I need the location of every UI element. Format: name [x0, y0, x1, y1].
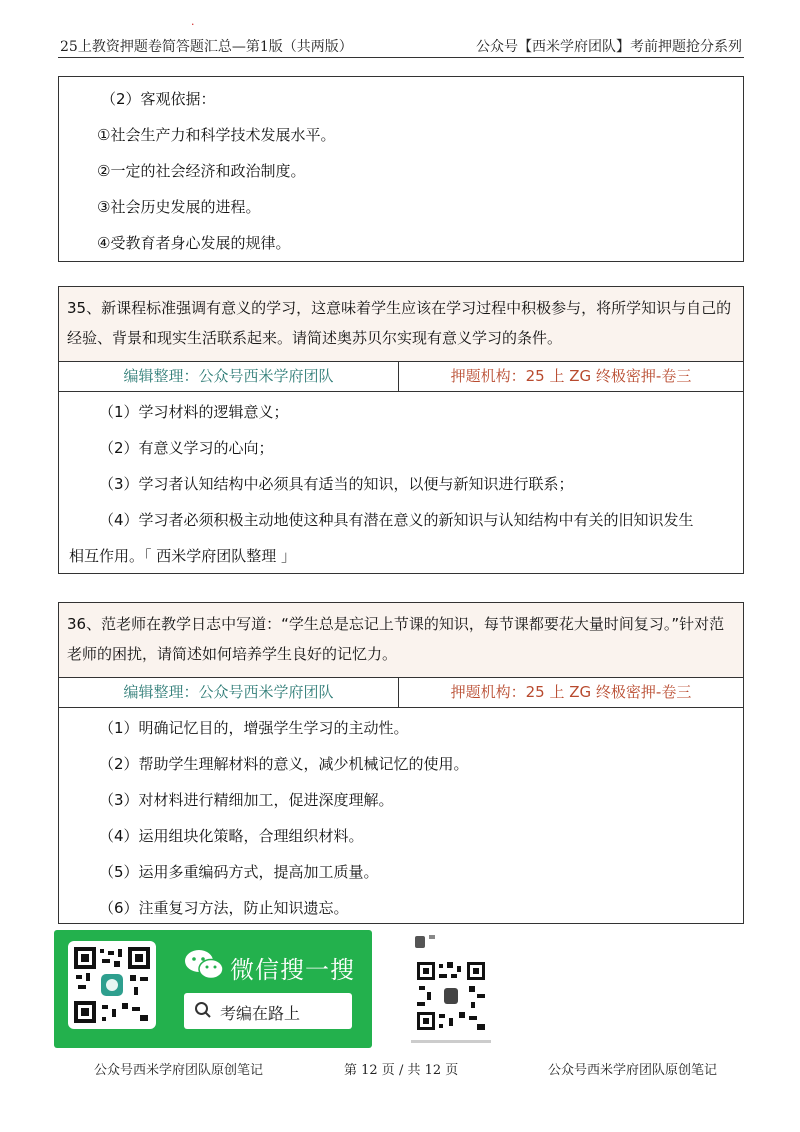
- answer-line: （2）帮助学生理解材料的意义，减少机械记忆的使用。: [99, 755, 469, 773]
- question-36-block: [58, 602, 744, 924]
- source-credit: 押题机构：25 上 ZG 终极密押-卷三: [450, 683, 692, 701]
- page-header: [58, 18, 744, 58]
- source-credit: 押题机构：25 上 ZG 终极密押-卷三: [450, 367, 692, 385]
- answer-line: （4）学习者必须积极主动地使这种具有潜在意义的新知识与认知结构中有关的旧知识发生: [99, 511, 694, 529]
- answer-line: （1）学习材料的逻辑意义；: [99, 403, 289, 421]
- answer-line: （2）客观依据：: [101, 90, 216, 108]
- wechat-search-box[interactable]: [184, 993, 352, 1029]
- qr-code-icon[interactable]: [68, 941, 156, 1029]
- page-number: 第 12 页 / 共 12 页: [344, 1063, 459, 1078]
- question-36-text: 36、范老师在教学日志中写道：“学生总是忘记上节课的知识，每节课都要花大量时间复习。”针对范老师的困扰，请简述如何培养学生良好的记忆力。: [59, 603, 743, 678]
- question-35-text: 35、新课程标准强调有意义的学习，这意味着学生应该在学习过程中积极参与，将所学知识与自己的经验、背景和现实生活联系起来。请简述奥苏贝尔实现有意义学习的条件。: [59, 287, 743, 362]
- wechat-search-title: 微信搜一搜: [230, 956, 355, 984]
- answer-line: ②一定的社会经济和政治制度。: [97, 162, 306, 180]
- editor-credit: 编辑整理：公众号西米学府团队: [59, 362, 399, 391]
- answer-line: （2）有意义学习的心向；: [99, 439, 274, 457]
- answer-list: [59, 77, 743, 261]
- red-dot-mark: ·: [191, 18, 195, 31]
- answer-line: （1）明确记忆目的，增强学生学习的主动性。: [99, 719, 409, 737]
- header-series: 公众号【西米学府团队】考前押题抢分系列: [476, 39, 742, 55]
- editor-credit: 编辑整理：公众号西米学府团队: [59, 678, 399, 707]
- answer-line: ④受教育者身心发展的规律。: [97, 234, 291, 252]
- answer-list: [59, 710, 743, 926]
- avatar-icon: [415, 936, 425, 948]
- question-35-meta: [59, 362, 743, 392]
- answer-block-previous: [58, 76, 744, 262]
- answer-line: （3）学习者认知结构中必须具有适当的知识，以便与新知识进行联系；: [99, 475, 574, 493]
- footer-left: 公众号西米学府团队原创笔记: [94, 1063, 264, 1078]
- wechat-logo-icon: [184, 948, 224, 982]
- qr-code-icon: [417, 962, 485, 1030]
- answer-list: [59, 394, 743, 574]
- answer-line: ③社会历史发展的进程。: [97, 198, 261, 216]
- answer-line: （4）运用组块化策略，合理组织材料。: [99, 827, 364, 845]
- question-36-meta: [59, 678, 743, 708]
- answer-line: （6）注重复习方法，防止知识遗忘。: [99, 899, 349, 917]
- header-title: 25上教资押题卷简答题汇总—第1版（共两版）: [60, 39, 353, 55]
- search-term: 考编在路上: [220, 1004, 301, 1023]
- answer-line: （3）对材料进行精细加工，促进深度理解。: [99, 791, 394, 809]
- footer-right: 公众号西米学府团队原创笔记: [548, 1063, 718, 1078]
- answer-line: （5）运用多重编码方式，提高加工质量。: [99, 863, 379, 881]
- answer-line: 相互作用。「 西米学府团队整理 」: [69, 547, 297, 565]
- answer-line: ①社会生产力和科学技术发展水平。: [97, 126, 336, 144]
- question-35-block: [58, 286, 744, 574]
- search-icon: [194, 1001, 212, 1019]
- qr-code-secondary[interactable]: [407, 930, 497, 1048]
